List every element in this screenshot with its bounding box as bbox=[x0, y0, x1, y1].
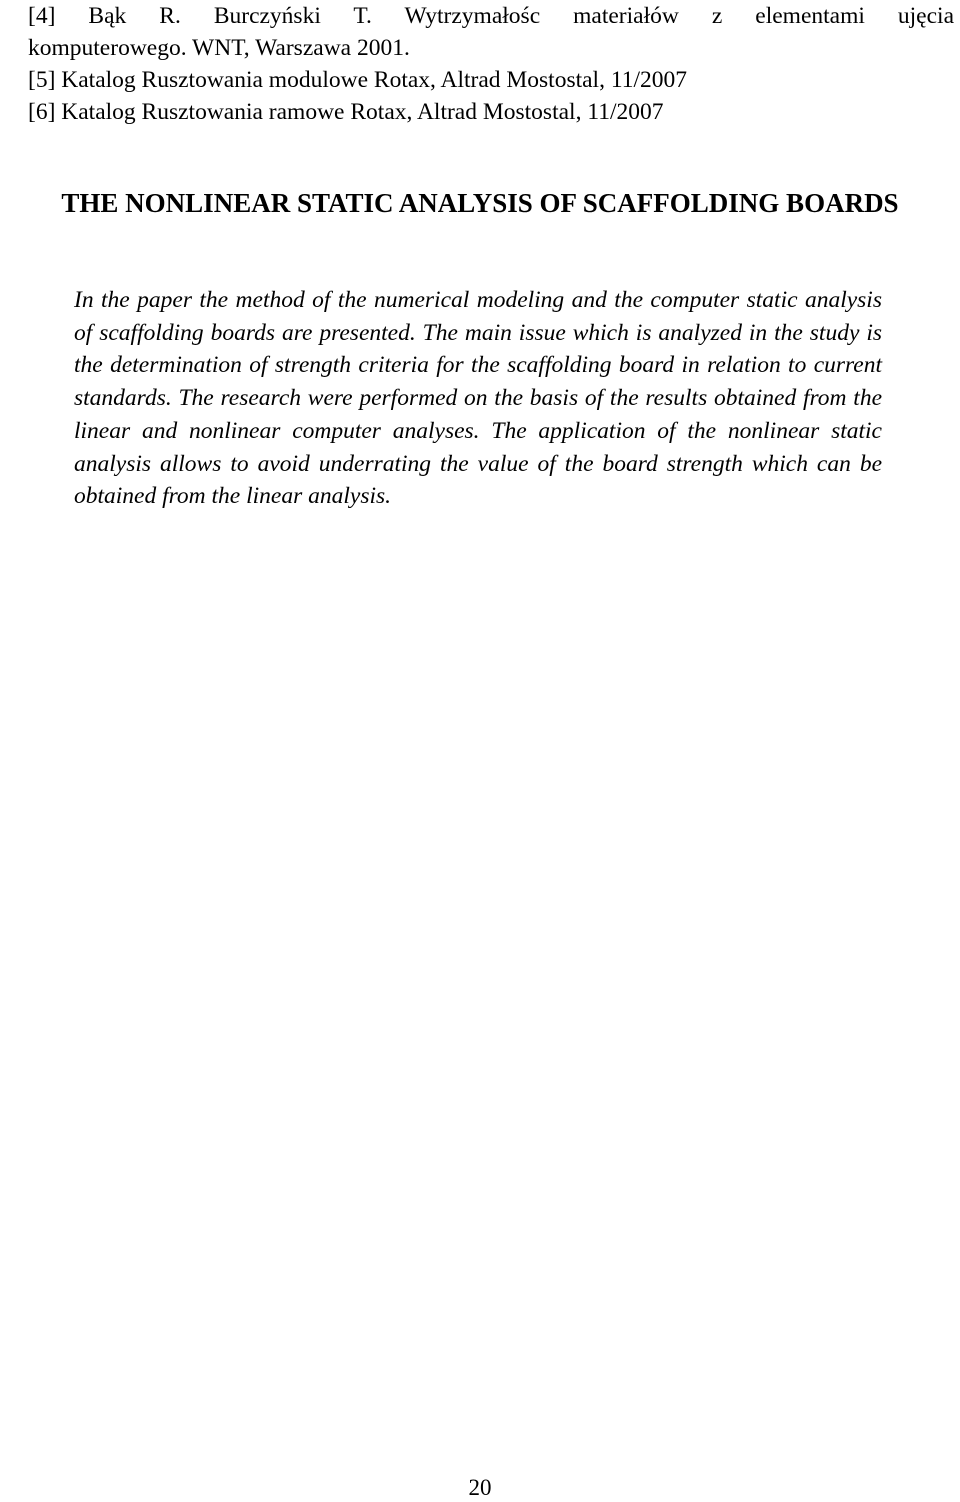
abstract: In the paper the method of the numerical modeling and the computer static analysis of scaffolding boards are presented. The main issue which is analyzed in the study is the determination of strength criteria for the scaffolding board in relation to current standards. The research were performed on the basis of the results obtained from the linear and nonlinear computer analyses. The application of the nonlinear static analysis allows to avoid underrating the value of the board strength which can be obtained from the linear analysis. bbox=[74, 287, 882, 510]
paper-title: THE NONLINEAR STATIC ANALYSIS OF SCAFFOLDING BOARDS bbox=[61, 188, 899, 218]
reference-4-line-2: komputerowego. WNT, Warszawa 2001. bbox=[28, 35, 410, 61]
reference-4-line-1: [4] Bąk R. Burczyński T. Wytrzymałośc materiałów z elementami ujęcia bbox=[28, 3, 954, 29]
reference-6: [6] Katalog Rusztowania ramowe Rotax, Altrad Mostostal, 11/2007 bbox=[28, 99, 664, 125]
reference-5: [5] Katalog Rusztowania modulowe Rotax, Altrad Mostostal, 11/2007 bbox=[28, 67, 687, 93]
page-number: 20 bbox=[468, 1475, 492, 1500]
reference-list bbox=[28, 0, 954, 128]
